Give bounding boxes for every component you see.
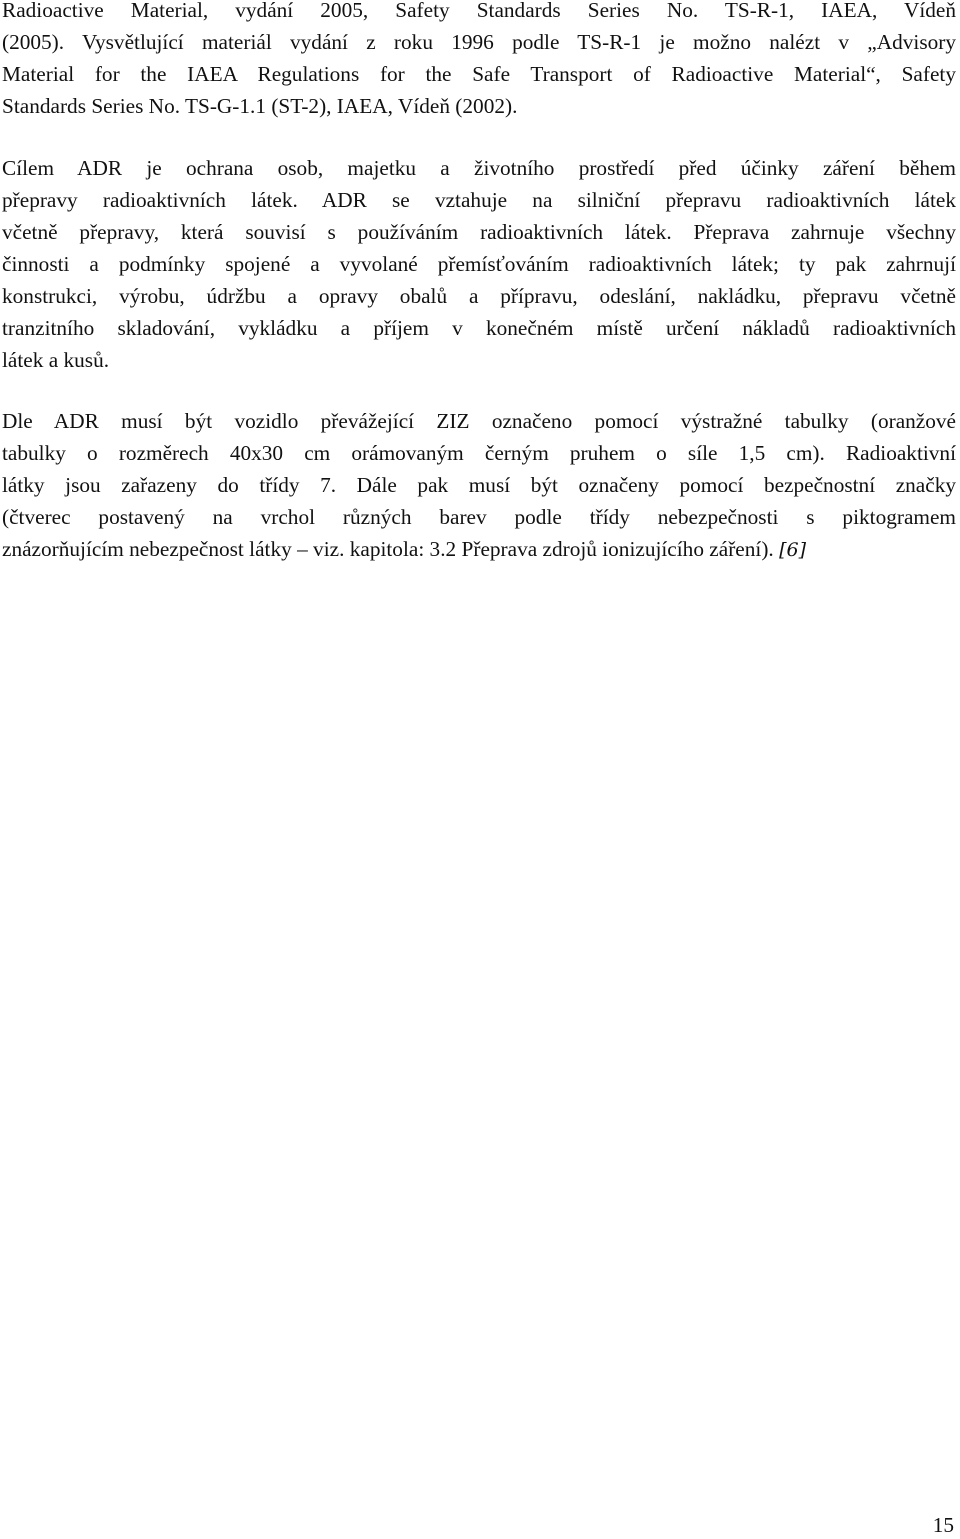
text-line: tabulky o rozměrech 40x30 cm orámovaným černým pruhem o síle 1,5 cm). Radioaktivní xyxy=(2,441,956,465)
text-line: činnosti a podmínky spojené a vyvolané přemísťováním radioaktivních látek; ty pak zahrnují xyxy=(2,252,956,276)
text-line: znázorňujícím nebezpečnost látky – viz. kapitola: 3.2 Přeprava zdrojů ionizujícího záření). xyxy=(2,537,780,561)
text-line-with-citation xyxy=(2,533,956,566)
text-line: (čtverec postavený na vrchol různých barev podle třídy nebezpečnosti s piktogramem xyxy=(2,505,956,529)
page-number: 15 xyxy=(932,1513,954,1537)
paragraph-vehicle-marking xyxy=(2,405,956,566)
text-line: Dle ADR musí být vozidlo převážející ZIZ označeno pomocí výstražné tabulky (oranžové xyxy=(2,409,956,433)
text-line: (2005). Vysvětlující materiál vydání z roku 1996 podle TS-R-1 je možno nalézt v „Advisory xyxy=(2,30,956,54)
paragraph-iaea-references xyxy=(2,0,956,122)
text-line: Standards Series No. TS-G-1.1 (ST-2), IAEA, Vídeň (2002). xyxy=(2,94,518,118)
text-line: včetně přepravy, která souvisí s používáním radioaktivních látek. Přeprava zahrnuje všechny xyxy=(2,220,956,244)
text-line: konstrukci, výrobu, údržbu a opravy obalů a přípravu, odeslání, nakládku, přepravu včetně xyxy=(2,284,956,308)
text-line: látek a kusů. xyxy=(2,348,110,372)
text-line: látky jsou zařazeny do třídy 7. Dále pak musí být označeny pomocí bezpečnostní značky xyxy=(2,473,956,497)
text-line: tranzitního skladování, vykládku a příjem v konečném místě určení nákladů radioaktivních xyxy=(2,316,956,340)
text-line: přepravy radioaktivních látek. ADR se vztahuje na silniční přepravu radioaktivních látek xyxy=(2,188,956,212)
paragraph-adr-purpose xyxy=(2,152,956,376)
text-line: Material for the IAEA Regulations for the Safe Transport of Radioactive Material“, Safety xyxy=(2,62,956,86)
citation-reference: [6] xyxy=(779,539,806,561)
text-line: Radioactive Material, vydání 2005, Safety Standards Series No. TS-R-1, IAEA, Vídeň xyxy=(2,0,956,22)
text-line: Cílem ADR je ochrana osob, majetku a životního prostředí před účinky záření během xyxy=(2,156,956,180)
